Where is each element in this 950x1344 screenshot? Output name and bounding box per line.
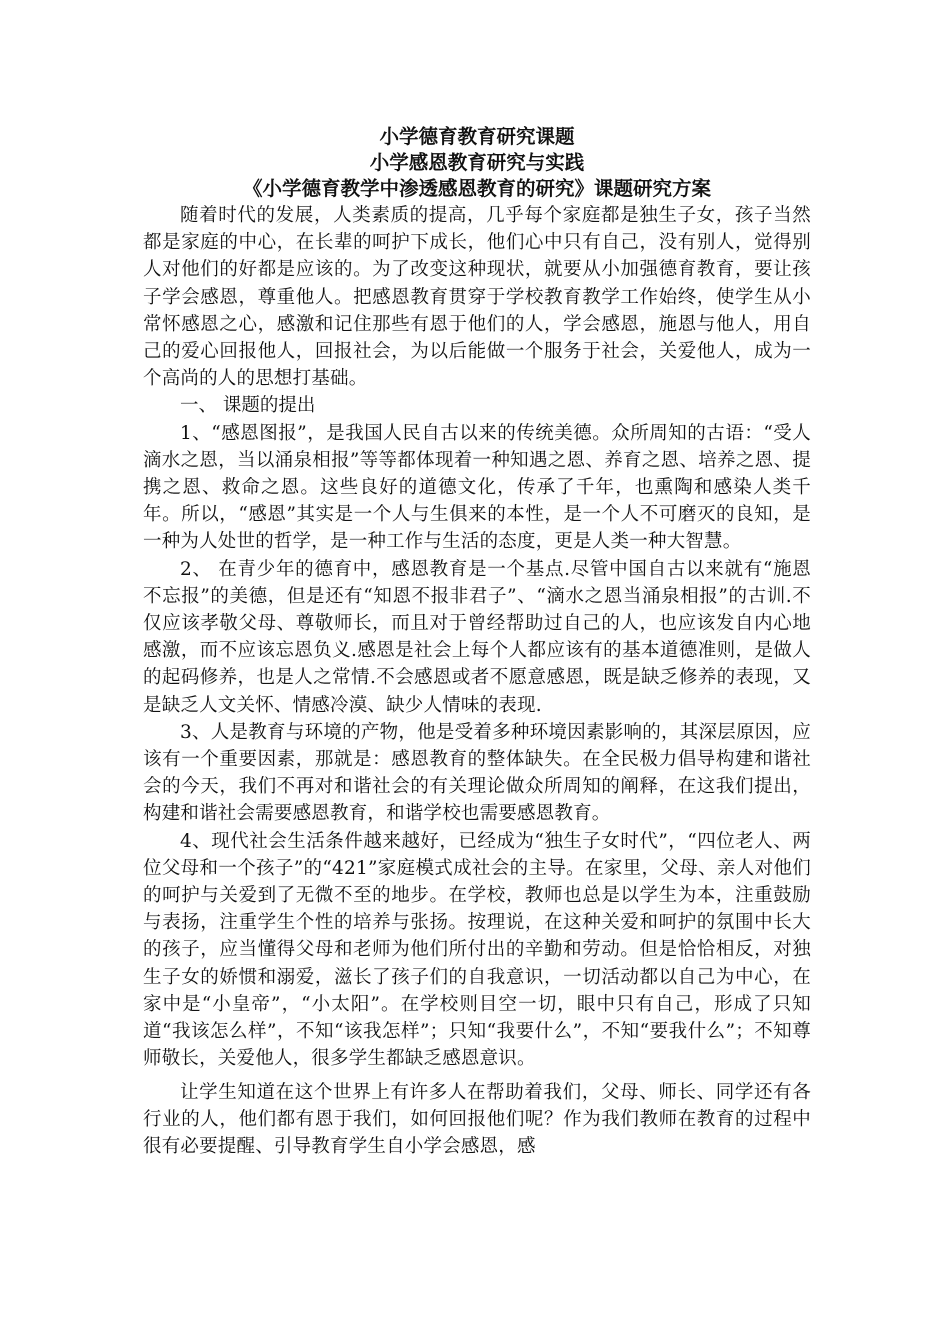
document-title-main: 小学德育教育研究课题 bbox=[379, 125, 575, 148]
intro-paragraph: 随着时代的发展，人类素质的提高，几乎每个家庭都是独生子女，孩子当然都是家庭的中心，在长辈的呵护下成长，他们心中只有自己，没有别人，觉得别人对他们的好都是应该的。为了改变这种现状，就要从小加强德育教育，要让孩子学会感恩，尊重他人。把感恩教育贯穿于学校教育教学工作始终，使学生从小常怀感恩之心，感激和记住那些有恩于他们的人，学会感恩，施恩与他人，用自己的爱心回报他人，回报社会，为以后能做一个服务于社会，关爱他人，成为一个高尚的人的思想打基础。 bbox=[143, 205, 811, 390]
paragraph-4: 4、现代社会生活条件越来越好，已经成为“独生子女时代”，“四位老人、两位父母和一个孩子”的“421”家庭模式成社会的主导。在家里，父母、亲人对他们的呵护与关爱到了无微不至的地步。在学校，教师也总是以学生为本，注重鼓励与表扬，注重学生个性的培养与张扬。按理说，在这种关爱和呵护的氛围中长大的孩子，应当懂得父母和老师为他们所付出的辛勤和劳动。但是恰恰相反，对独生子女的娇惯和溺爱，滋长了孩子们的自我意识，一切活动都以自己为中心，在家中是“小皇帝”，“小太阳”。在学校则目空一切，眼中只有自己，形成了只知道“我该怎么样”，不知“该我怎样”；只知“我要什么”，不知“要我什么”；不知尊师敬长，关爱他人，很多学生都缺乏感恩意识。 bbox=[143, 830, 811, 1070]
section-heading: 一、 课题的提出 bbox=[180, 395, 316, 417]
document-title-sub: 小学感恩教育研究与实践 bbox=[369, 151, 585, 174]
document-content bbox=[143, 124, 811, 1160]
paragraph-5: 让学生知道在这个世界上有许多人在帮助着我们，父母、师长、同学还有各行业的人，他们都有恩于我们，如何回报他们呢？作为我们教师在教育的过程中很有必要提醒、引导教育学生自小学会感恩，感 bbox=[143, 1081, 811, 1157]
paragraph-3: 3、人是教育与环境的产物，他是受着多种环境因素影响的，其深层原因，应该有一个重要因素，那就是：感恩教育的整体缺失。在全民极力倡导构建和谐社会的今天，我们不再对和谐社会的有关理论做众所周知的阐释，在这我们提出，构建和谐社会需要感恩教育，和谐学校也需要感恩教育。 bbox=[143, 721, 811, 825]
paragraph-1: 1、“感恩图报”，是我国人民自古以来的传统美德。众所周知的古语：“受人滴水之恩，当以涌泉相报”等等都体现着一种知遇之恩、养育之恩、培养之恩、提携之恩、救命之恩。这些良好的道德文化，传承了千年，也熏陶和感染人类千年。所以，“感恩”其实是一个人与生俱来的本性，是一个人不可磨灭的良知，是一种为人处世的哲学，是一种工作与生活的态度，更是人类一种大智慧。 bbox=[143, 422, 811, 553]
document-title-plan: 《小学德育教学中渗透感恩教育的研究》课题研究方案 bbox=[242, 177, 711, 200]
paragraph-2: 2、 在青少年的德育中，感恩教育是一个基点.尽管中国自古以来就有“施恩不忘报”的美德，但是还有“知恩不报非君子”、“滴水之恩当涌泉相报”的古训.不仅应该孝敬父母、尊敬师长，而且对于曾经帮助过自己的人，也应该发自内心地感激，而不应该忘恩负义.感恩是社会上每个人都应该有的基本道德准则，是做人的起码修养，也是人之常情.不会感恩或者不愿意感恩，既是缺乏修养的表现，又是缺乏人文关怀、情感冷漠、缺少人情味的表现. bbox=[143, 558, 811, 716]
